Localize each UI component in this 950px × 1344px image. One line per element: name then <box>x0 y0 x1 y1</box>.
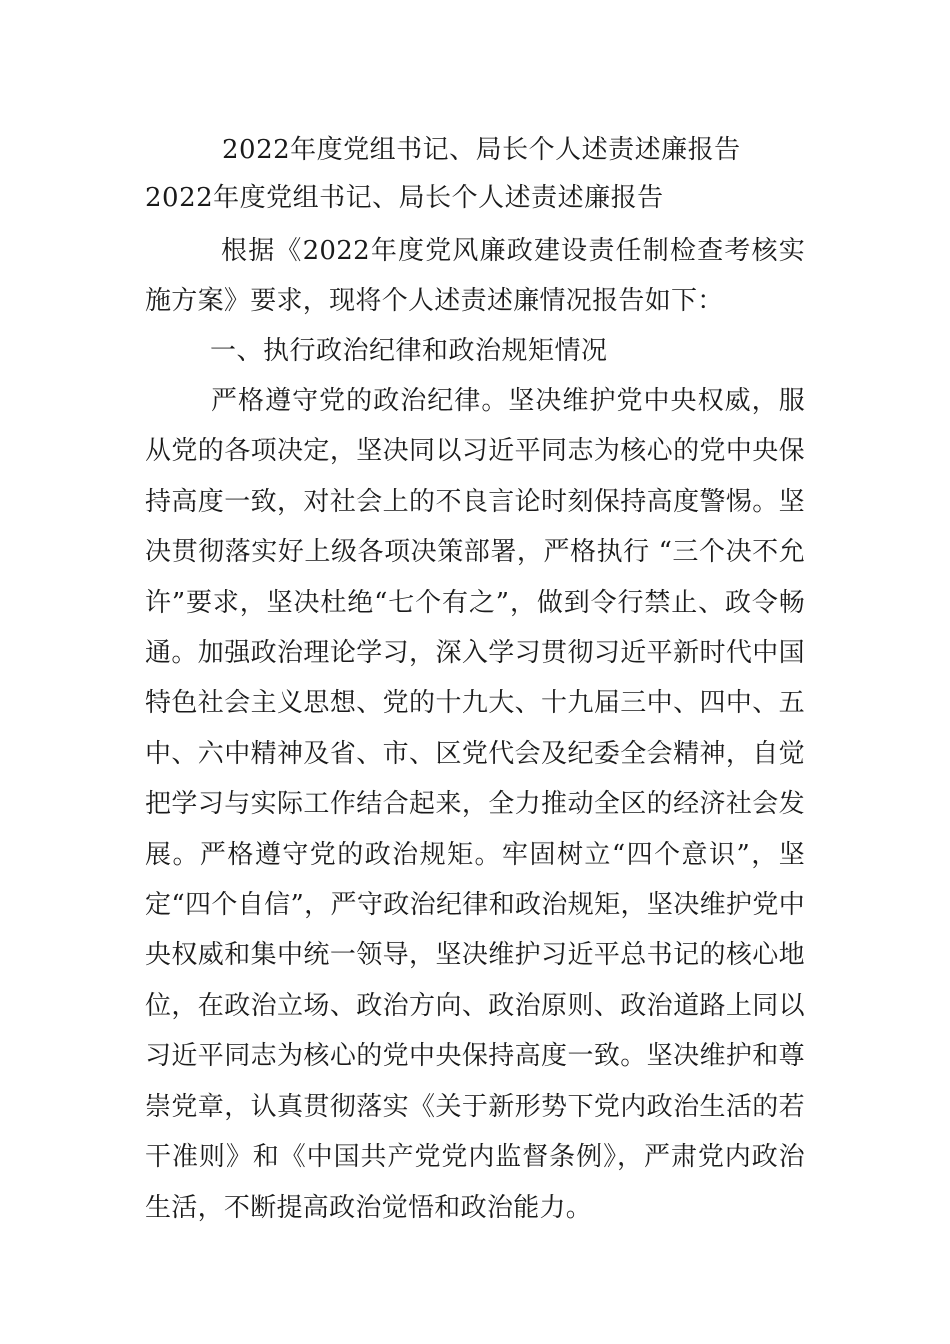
section-heading: 一、执行政治纪律和政治规矩情况 <box>210 336 608 366</box>
section-paragraph: 严格遵守党的政治纪律。坚决维护党中央权威，服从党的各项决定，坚决同以习近平同志为核心的党中央保持高度一致，对社会上的不良言论时刻保持高度警惕。坚决贯彻落实好上级各项决策部署，严格执行 “三个决不允许”要求，坚决杜绝“七个有之”，做到令行禁止、政令畅通。加强政治理论学习，深入学习贯彻习近平新时代中国特色社会主义思想、党的十九大、十九届三中、四中、五中、六中精神及省、市、区党代会及纪委全会精神，自觉把学习与实际工作结合起来，全力推动全区的经济社会发展。严格遵守党的政治规矩。牢固树立“四个意识”，坚定“四个自信”，严守政治纪律和政治规矩，坚决维护党中央权威和集中统一领导，坚决维护习近平总书记的核心地位，在政治立场、政治方向、政治原则、政治道路上同以习近平同志为核心的党中央保持高度一致。坚决维护和尊崇党章，认真贯彻落实《关于新形势下党内政治生活的若干准则》和《中国共产党党内监督条例》，严肃党内政治生活，不断提高政治觉悟和政治能力。 <box>145 386 805 1223</box>
document-title: 2022年度党组书记、局长个人述责述廉报告 <box>222 135 741 165</box>
intro-paragraph: 根据《2022年度党风廉政建设责任制检查考核实施方案》要求，现将个人述责述廉情况报告如下： <box>145 236 805 317</box>
document-subtitle: 2022年度党组书记、局长个人述责述廉报告 <box>145 183 664 213</box>
